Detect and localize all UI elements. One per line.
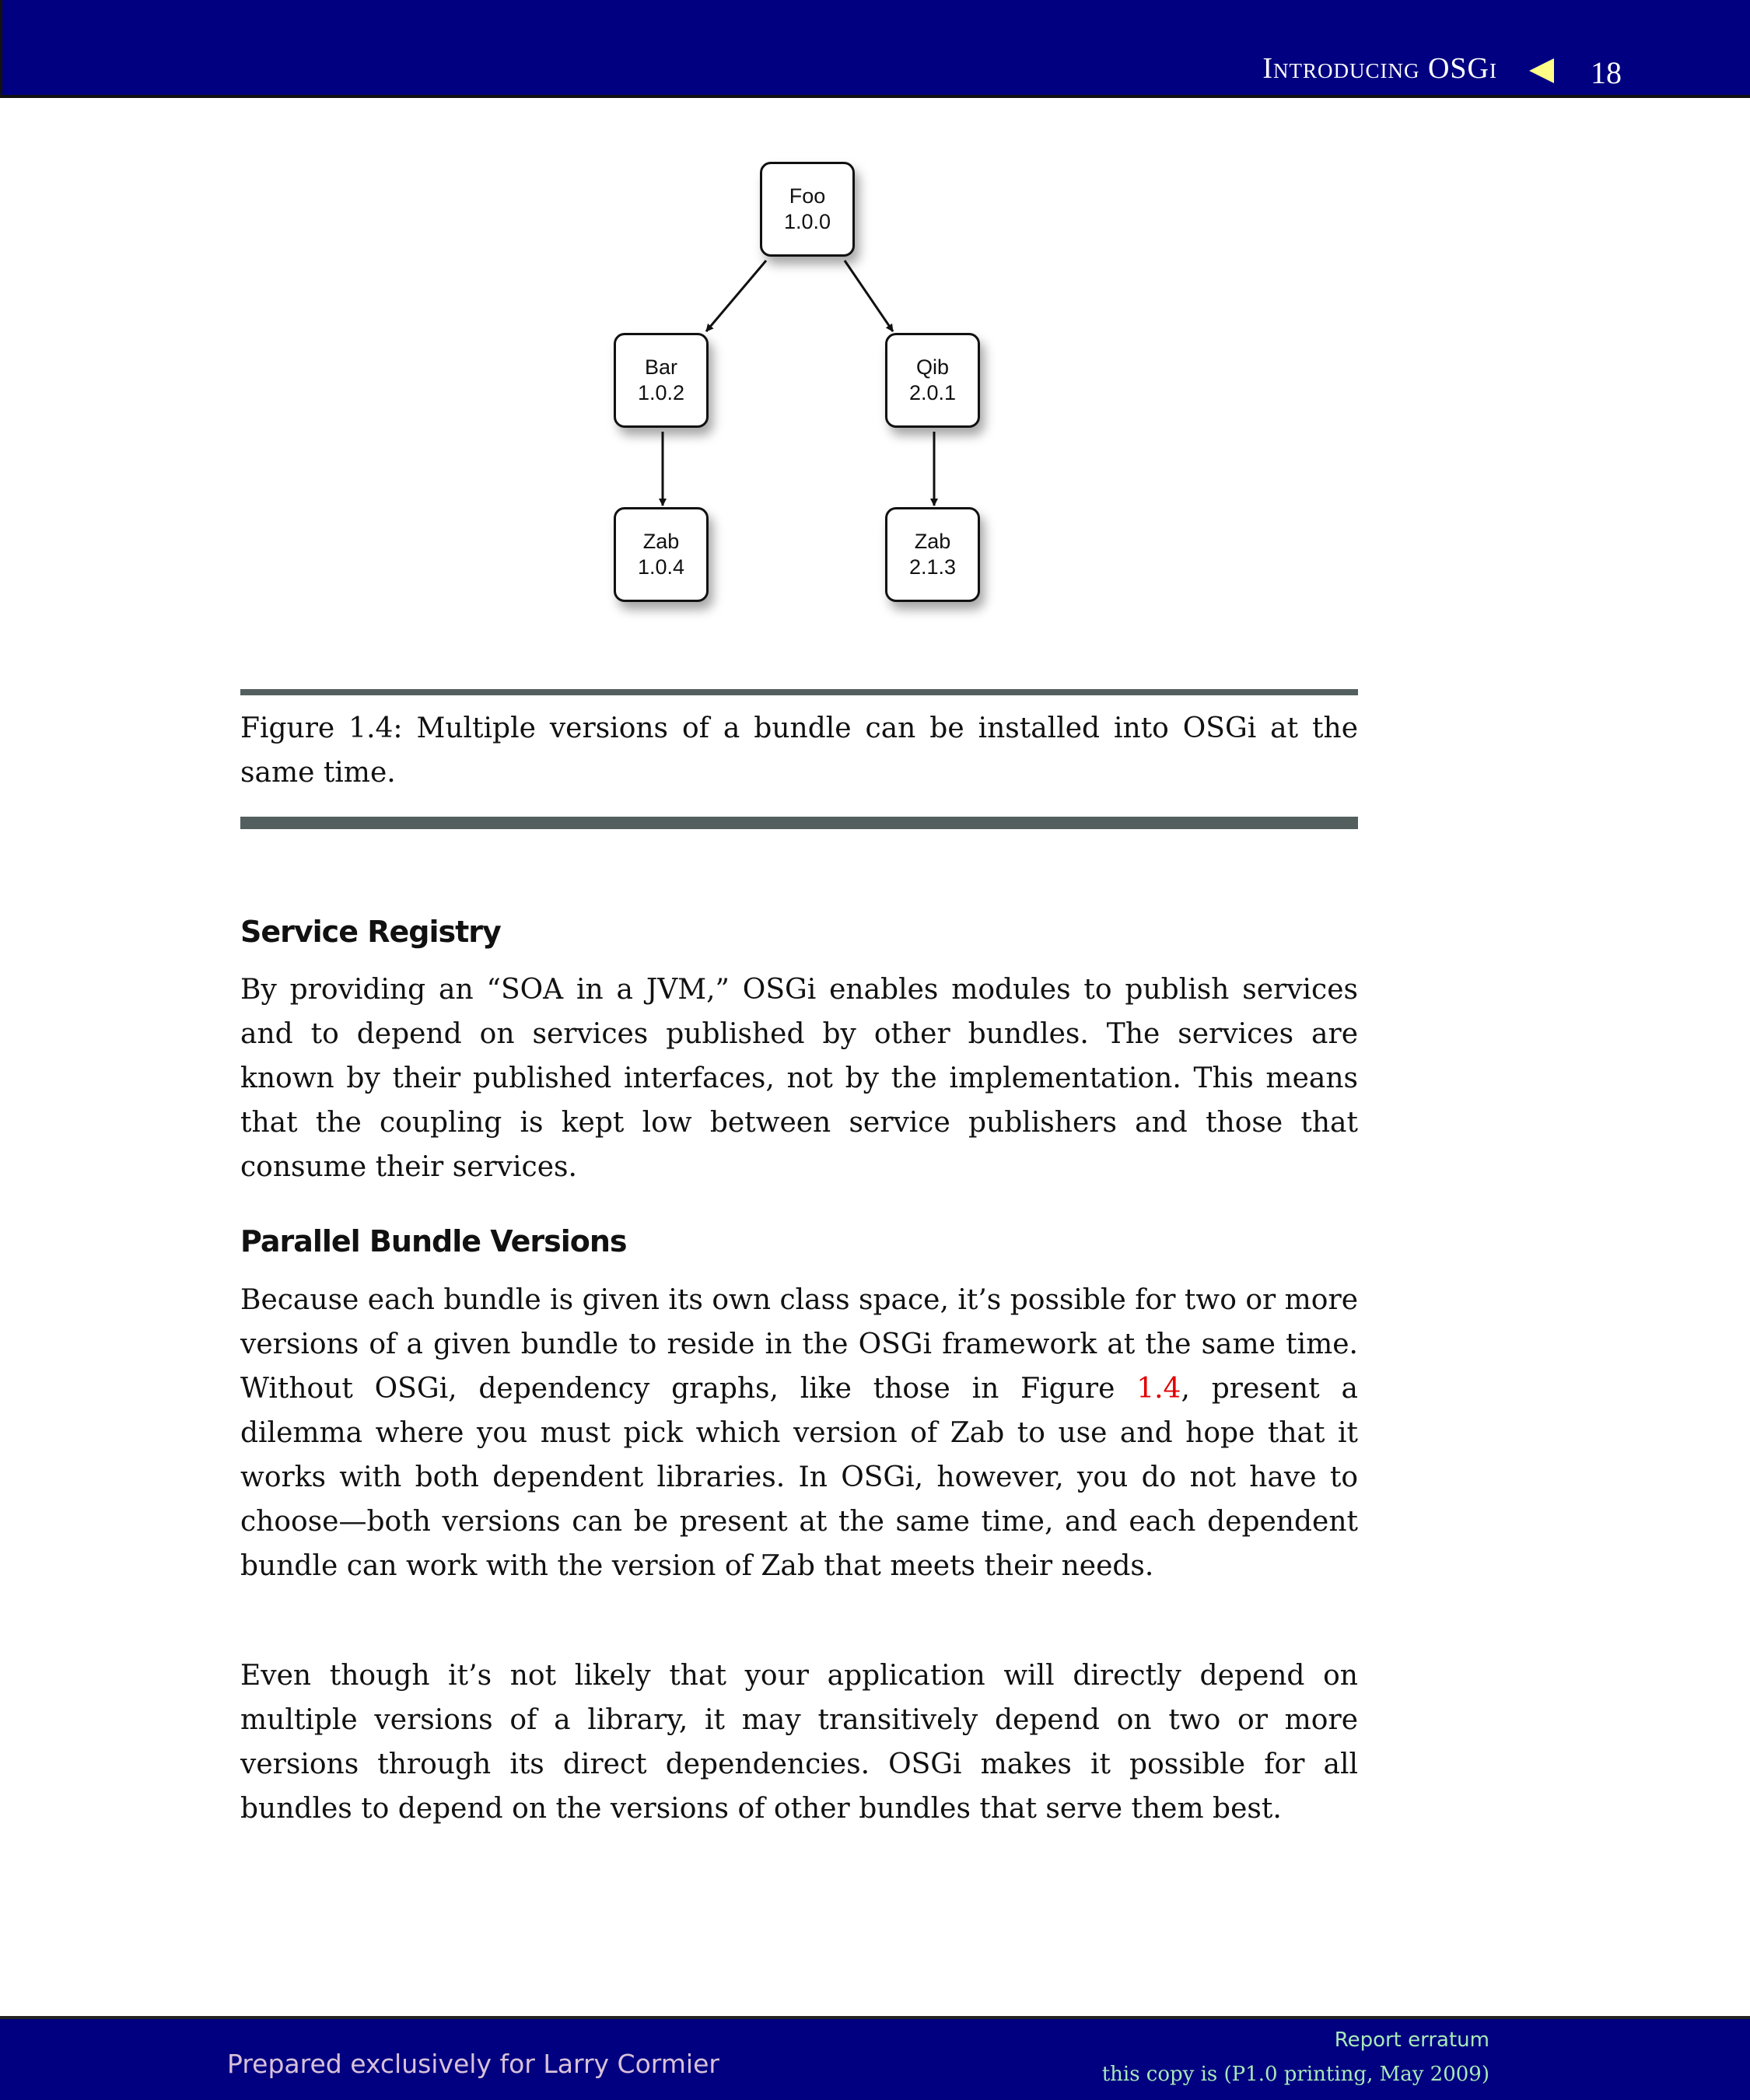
figure-caption: Figure 1.4: Multiple versions of a bundle can be installed into OSGi at the same time. — [240, 712, 1358, 789]
left-triangle-icon[interactable] — [1529, 58, 1554, 83]
figure-reference-link[interactable]: 1.4 — [1136, 1373, 1181, 1405]
paragraph-parallel-versions-1 — [240, 1278, 1358, 1588]
node-name: Foo — [789, 184, 826, 208]
edge-foo-qib — [845, 261, 893, 331]
node-bar — [614, 333, 709, 428]
page-number: 18 — [1591, 55, 1622, 90]
report-erratum-link[interactable]: Report erratum — [1334, 2028, 1489, 2052]
paragraph-text: , present a dilemma where you must pick which version of Zab to use and hope that it works with both dependent libraries. In OSGi, however, you do not have to choose—both versions can be present at the same time, and each dependent bundle can work with the version of Zab that meets their needs. — [240, 1373, 1358, 1582]
caption-top-rule — [240, 689, 1358, 695]
chapter-title: Introducing OSGi — [1262, 52, 1497, 85]
node-zab-2 — [885, 507, 980, 602]
node-version: 2.1.3 — [908, 555, 957, 579]
edge-foo-bar — [706, 261, 766, 331]
node-version: 1.0.2 — [637, 381, 685, 404]
copy-info-text: this copy is (P1.0 printing, May 2009) — [1101, 2063, 1489, 2086]
node-foo — [760, 162, 855, 257]
node-name: Zab — [642, 530, 680, 553]
node-qib — [885, 333, 980, 428]
node-name: Zab — [914, 530, 951, 553]
paragraph-service-registry: By providing an “SOA in a JVM,” OSGi enables modules to publish services and to depend on services published by other bundles. The services are known by their published interfaces, not by the implementation. This means that the coupling is kept low between service publishers and those that consume their services. — [240, 974, 1358, 1183]
node-version: 1.0.0 — [783, 210, 831, 233]
node-zab-1 — [614, 507, 709, 602]
node-version: 2.0.1 — [908, 381, 957, 404]
node-version: 1.0.4 — [637, 555, 685, 579]
section-heading-parallel-versions: Parallel Bundle Versions — [240, 1224, 627, 1258]
paragraph-text: Because each bundle is given its own class space, it’s possible for two or more versions of a given bundle to reside in the OSGi framework at the same time. Without OSGi, dependency graphs, like those in Figure — [240, 1284, 1358, 1405]
caption-bottom-rule — [240, 817, 1358, 829]
section-heading-service-registry: Service Registry — [240, 915, 501, 949]
prepared-for-text: Prepared exclusively for Larry Cormier — [227, 2049, 719, 2079]
node-name: Bar — [644, 355, 678, 379]
paragraph-parallel-versions-2: Even though it’s not likely that your application will directly depend on multiple versions of a library, it may transitively depend on two or more versions through its direct dependencies. OSGi makes it possible for all bundles to depend on the versions of other bundles that serve them best. — [240, 1660, 1358, 1825]
page-header — [0, 0, 1750, 98]
node-name: Qib — [915, 355, 950, 379]
page-footer — [0, 2016, 1750, 2100]
